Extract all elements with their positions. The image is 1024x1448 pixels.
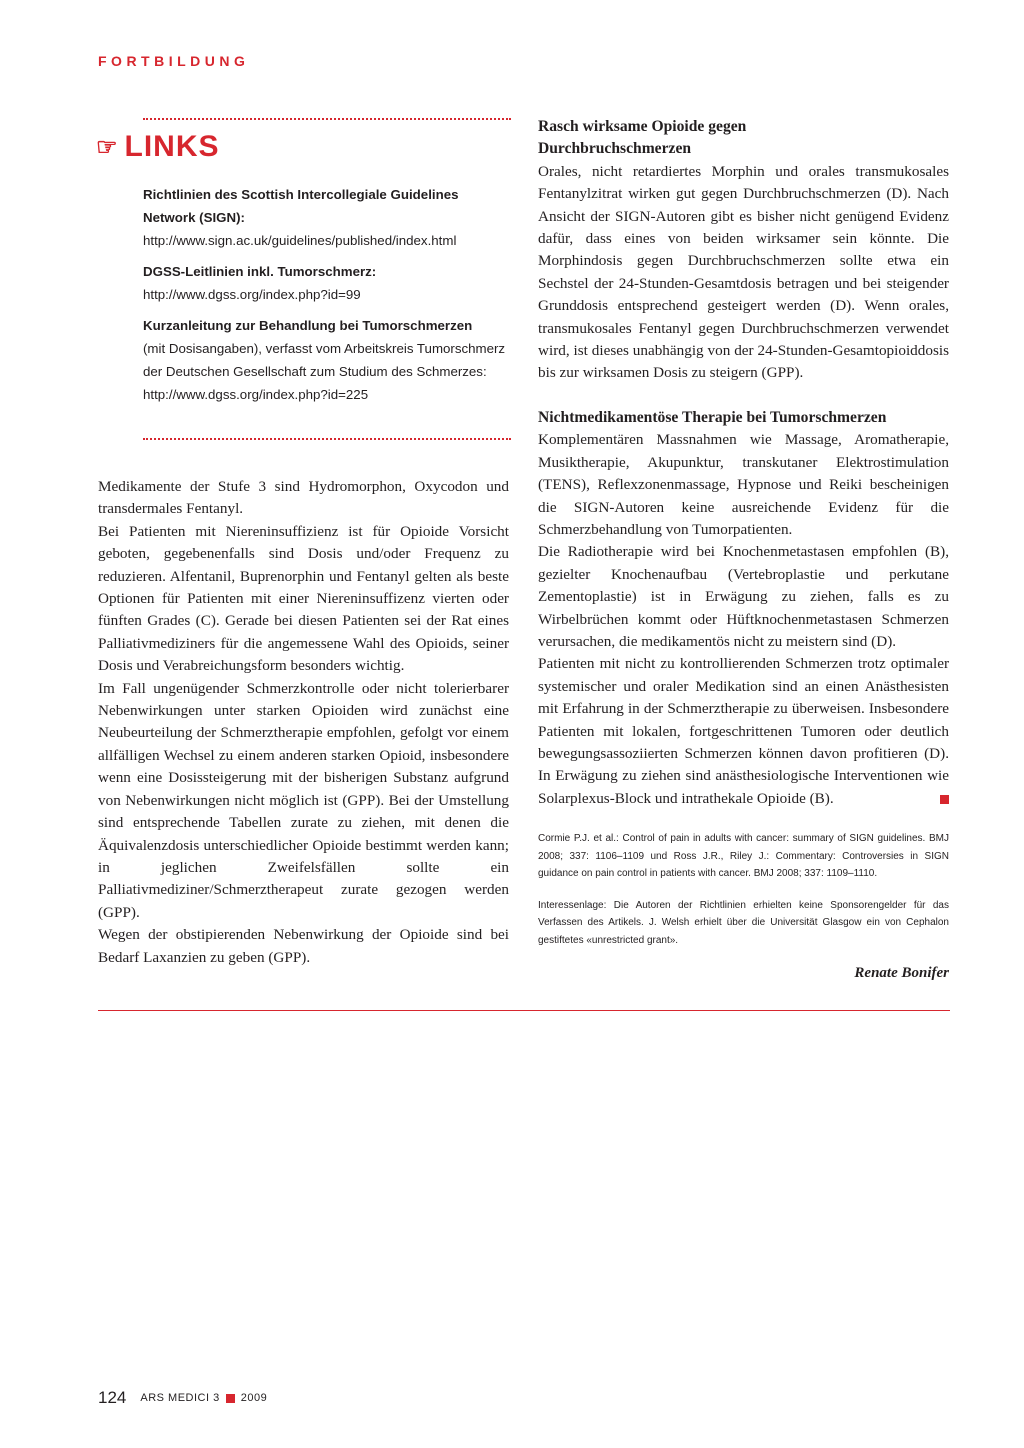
paragraph: Wegen der obstipierenden Nebenwirkung der Opioide sind bei Bedarf Laxanzien zu geben (GPP). xyxy=(98,926,509,966)
magazine-name: ARS MEDICI 3 xyxy=(140,1392,220,1404)
paragraph: Medikamente der Stufe 3 sind Hydromorphon, Oxycodon und transdermales Fentanyl. xyxy=(98,478,509,518)
links-heading xyxy=(96,130,220,164)
interests-note: Interessenlage: Die Autoren der Richtlinien erhielten keine Sponsorengelder für das Verfassen des Artikels. J. Welsh erhielt über die Universität Glasgow ein von Cephalon gestiftetes «unrestricted grant». xyxy=(538,899,949,946)
link-item xyxy=(143,260,513,306)
paragraph-final xyxy=(538,653,949,810)
links-top-rule xyxy=(143,118,511,120)
links-bottom-rule xyxy=(143,438,511,440)
section-header: FORTBILDUNG xyxy=(98,53,250,69)
link-url[interactable]: http://www.sign.ac.uk/guidelines/published/index.html xyxy=(143,233,457,248)
link-url[interactable]: http://www.dgss.org/index.php?id=99 xyxy=(143,287,361,302)
paragraph: Die Radiotherapie wird bei Knochenmetastasen empfohlen (B), gezielter Knochenaufbau (Vertebroplastie und perkutane Zementoplastie) ist in Erwägung zu ziehen, falls es zu Wirbelbrüchen kommt oder Hüftknochenmetastasen Schmerzen verursachen, die medikamentös nicht zu meistern sind (D). xyxy=(538,543,949,650)
subheading: Rasch wirksame Opioide gegen Durchbruchschmerzen xyxy=(538,118,747,158)
link-item xyxy=(143,314,513,406)
subheading: Nichtmedikamentöse Therapie bei Tumorschmerzen xyxy=(538,408,887,426)
links-list xyxy=(143,183,513,406)
right-column xyxy=(538,116,949,982)
square-icon xyxy=(226,1394,235,1403)
links-title: LINKS xyxy=(124,130,220,163)
pointing-hand-icon: ☞ xyxy=(96,133,119,161)
link-title: DGSS-Leitlinien inkl. Tumorschmerz: xyxy=(143,264,377,279)
page-number: 124 xyxy=(98,1388,127,1407)
link-title: Kurzanleitung zur Behandlung bei Tumorschmerzen xyxy=(143,318,473,333)
link-item xyxy=(143,183,513,252)
bottom-rule xyxy=(98,1010,950,1011)
left-column xyxy=(98,476,509,969)
paragraph: Orales, nicht retardiertes Morphin und orales transmukosales Fentanylzitrat wirken gut gegen Durchbruchschmerzen (D). Nach Ansicht der SIGN-Autoren gibt es bisher nicht genügend Evidenz dafür, dass eines von beiden wirksamer sein könnte. Die Morphindosis gegen Durchbruchschmerzen sollte etwa ein Sechstel der 24-Stunden-Gesamtdosis betragen und bei steigender Grunddosis entsprechend gesteigert werden (D). Wenn orales, transmukosales Fentanyl gegen Durchbruchschmerzen verwendet wird, ist dieses unabhängig von der 24-Stunden-Gesamtopioiddosis bis zur wirksamen Dosis zu steigern (GPP). xyxy=(538,162,949,382)
paragraph: Bei Patienten mit Niereninsuffizienz ist für Opioide Vorsicht geboten, gegebenenfalls sind Dosis und/oder Frequenz zu reduzieren. Alfentanil, Buprenorphin und Fentanyl gelten als beste Optionen für Patienten mit einer Niereninsuffizenz vierten oder fünften Grades (C). Gerade bei diesen Patienten sei der Rat eines Palliativmediziners für die angemessene Wahl des Opioids, seiner Dosis und Verabreichungsform besonders wichtig. xyxy=(98,522,509,675)
end-mark-icon xyxy=(940,795,949,804)
page-footer xyxy=(98,1388,267,1408)
author: Renate Bonifer xyxy=(854,965,949,982)
link-title: Richtlinien des Scottish Intercollegiale Guidelines Network (SIGN): xyxy=(143,187,459,225)
paragraph: Komplementären Massnahmen wie Massage, Aromatherapie, Musiktherapie, Akupunktur, transkutaner Elektrostimulation (TENS), Reflexzonenmassage, Hypnose und Reiki bescheinigen die SIGN-Autoren keine ausreichende Evidenz für die Schmerzbehandlung von Tumorpatienten. xyxy=(538,431,949,538)
paragraph: Im Fall ungenügender Schmerzkontrolle oder nicht tolerierbarer Nebenwirkungen unter starken Opioiden wird zunächst eine Neubeurteilung der Schmerztherapie empfohlen, gefolgt vor einem allfälligen Wechsel zu einem anderen starken Opioid, insbesondere wenn eine Dosissteigerung mit der bisherigen Substanz aufgrund von Nebenwirkungen nicht möglich ist (GPP). Bei der Umstellung sind entsprechende Tabellen zurate zu ziehen, mit denen die Äquivalenzdosis unterschiedlicher Opioide bestimmt werden kann; in jeglichen Zweifelsfällen sollte ein Palliativmediziner/Schmerztherapeut zurate gezogen werden (GPP). xyxy=(98,679,509,921)
link-desc: (mit Dosisangaben), verfasst vom Arbeitskreis Tumorschmerz der Deutschen Gesellschaft zum Studium des Schmerzes: xyxy=(143,341,506,379)
reference: Cormie P.J. et al.: Control of pain in adults with cancer: summary of SIGN guidelines. BMJ 2008; 337: 1106–1109 und Ross J.R., Riley J.: Commentary: Controversies in SIGN guidance on pain control in patients with cancer. BMJ 2008; 337: 1109–1110. xyxy=(538,833,949,880)
link-url[interactable]: http://www.dgss.org/index.php?id=225 xyxy=(143,387,369,402)
paragraph-text: Patienten mit nicht zu kontrollierenden Schmerzen trotz optimaler systemischer und oraler Medikation sind an einen Anästhesisten mit Erfahrung in der Schmerztherapie zu überweisen. Insbesondere Patienten mit lokalen, fortgeschrittenen Tumoren oder deutlich bewegungsassoziierten Schmerzen können davon profitieren (D). In Erwägung zu ziehen sind anästhesiologische Interventionen wie Solarplexus-Block und intrathekale Opioide (B). xyxy=(538,655,949,807)
issue-year: 2009 xyxy=(240,1392,268,1404)
